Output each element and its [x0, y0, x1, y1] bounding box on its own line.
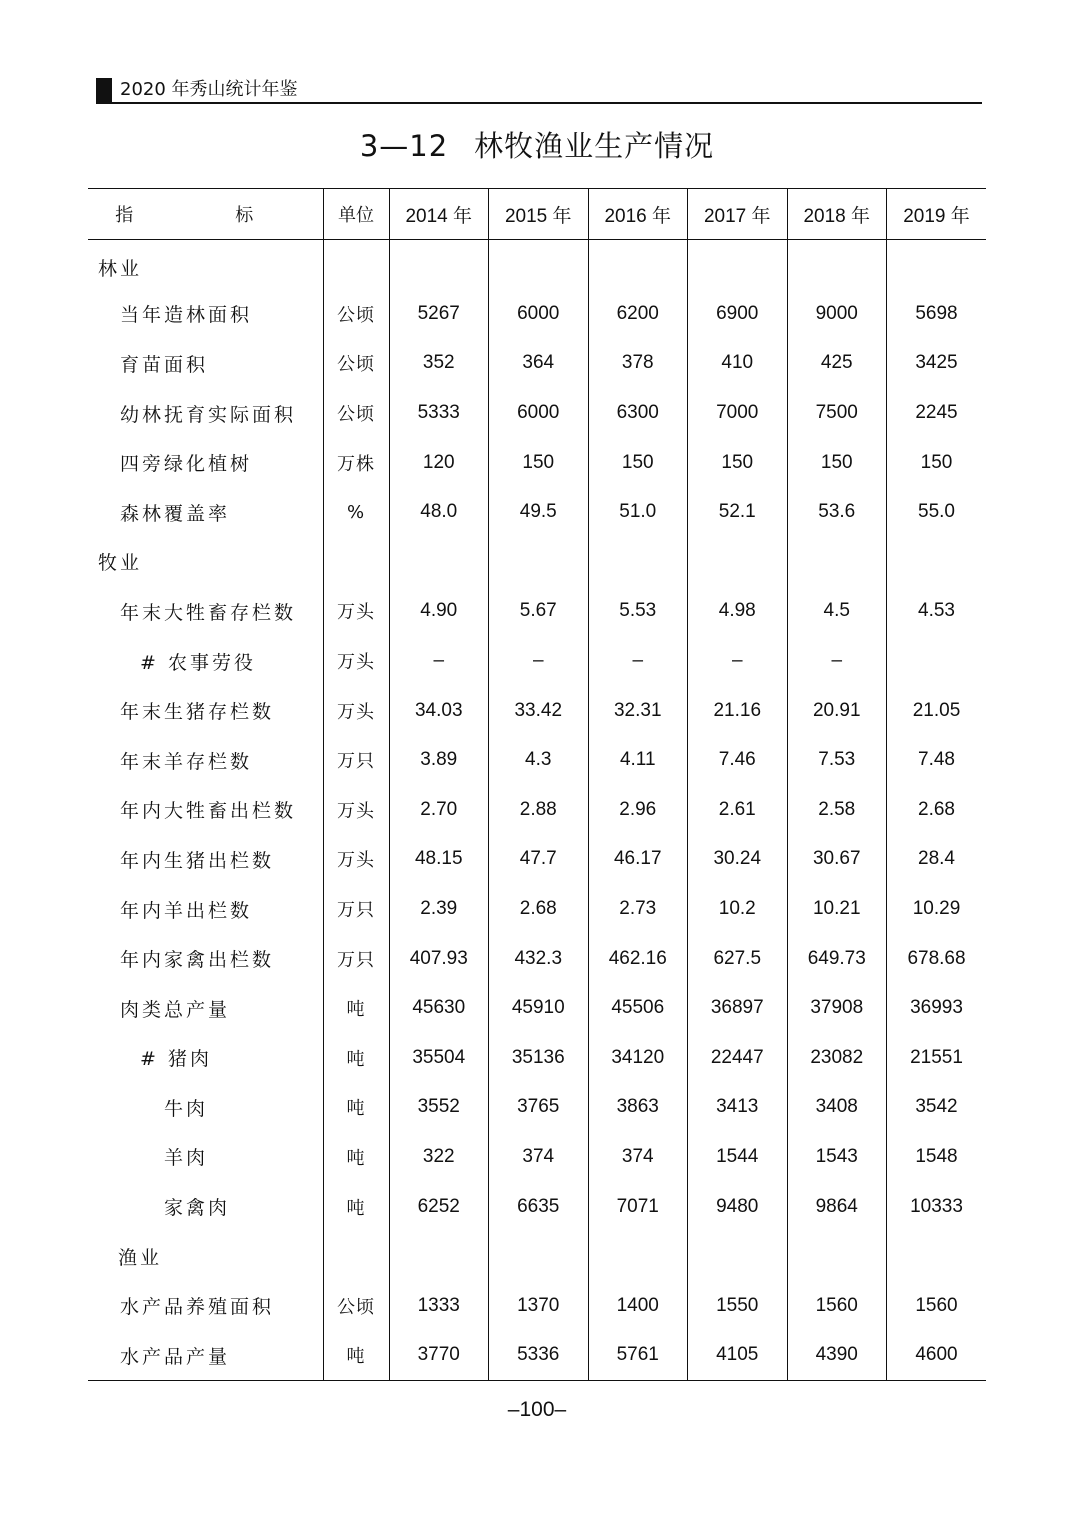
table-title	[0, 126, 1074, 166]
row-name: 林业	[98, 258, 143, 281]
row-name: 牧业	[98, 552, 143, 575]
header-indicator: 指 标	[88, 189, 323, 240]
cell-value: 51.0	[588, 487, 688, 537]
cell-value: 6900	[688, 289, 788, 339]
cell-value: 9000	[787, 289, 887, 339]
cell-value	[787, 240, 887, 290]
cell-value: 1548	[887, 1132, 987, 1182]
cell-value: 374	[588, 1132, 688, 1182]
cell-value: 322	[389, 1132, 489, 1182]
cell-value: 6635	[489, 1182, 589, 1232]
row-name: 年内大牲畜出栏数	[120, 800, 297, 823]
cell-value: 3552	[389, 1083, 489, 1133]
row-name: # 猪肉	[140, 1048, 212, 1071]
header-year: 2017 年	[688, 189, 788, 240]
cell-value: 150	[588, 438, 688, 488]
cell-value: 1370	[489, 1281, 589, 1331]
row-unit	[323, 537, 389, 587]
cell-value: 4.11	[588, 735, 688, 785]
cell-value: 6300	[588, 388, 688, 438]
cell-value: 5333	[389, 388, 489, 438]
cell-value: 5.53	[588, 587, 688, 637]
table-row	[88, 1132, 986, 1182]
cell-value	[588, 537, 688, 587]
table-row	[88, 1083, 986, 1133]
row-unit: 吨	[323, 1182, 389, 1232]
cell-value	[489, 240, 589, 290]
cell-value	[489, 537, 589, 587]
cell-value: 432.3	[489, 934, 589, 984]
statistics-table	[88, 188, 986, 1381]
cell-value	[887, 1231, 987, 1281]
cell-value: 649.73	[787, 934, 887, 984]
row-unit: 吨	[323, 1033, 389, 1083]
cell-value: 4.90	[389, 587, 489, 637]
cell-value: 2.61	[688, 785, 788, 835]
cell-value: 2.68	[489, 884, 589, 934]
yearbook-header-title: 2020 年秀山统计年鉴	[120, 79, 298, 100]
row-unit: 吨	[323, 1083, 389, 1133]
cell-value: 21551	[887, 1033, 987, 1083]
table-row	[88, 1281, 986, 1331]
cell-value: 1550	[688, 1281, 788, 1331]
cell-value: 3765	[489, 1083, 589, 1133]
cell-value: 34120	[588, 1033, 688, 1083]
cell-value: 10333	[887, 1182, 987, 1232]
cell-value: 46.17	[588, 835, 688, 885]
row-name: # 农事劳役	[140, 651, 256, 674]
cell-value: 352	[389, 339, 489, 389]
cell-value: 7.53	[787, 735, 887, 785]
cell-value: 21.05	[887, 686, 987, 736]
cell-value: 5761	[588, 1331, 688, 1381]
cell-value: 52.1	[688, 487, 788, 537]
cell-value: 45910	[489, 983, 589, 1033]
cell-value: 374	[489, 1132, 589, 1182]
table-row	[88, 636, 986, 686]
cell-value: 2.88	[489, 785, 589, 835]
cell-value: 6000	[489, 388, 589, 438]
cell-value: 462.16	[588, 934, 688, 984]
cell-value: 5698	[887, 289, 987, 339]
cell-value: 47.7	[489, 835, 589, 885]
row-unit: 万头	[323, 835, 389, 885]
row-name: 年末羊存栏数	[120, 750, 253, 773]
cell-value: 36993	[887, 983, 987, 1033]
cell-value: 6252	[389, 1182, 489, 1232]
cell-value: 7071	[588, 1182, 688, 1232]
cell-value: 1333	[389, 1281, 489, 1331]
row-unit: %	[323, 487, 389, 537]
table-row	[88, 339, 986, 389]
table-row	[88, 735, 986, 785]
cell-value: 6200	[588, 289, 688, 339]
cell-value	[688, 240, 788, 290]
cell-value	[389, 240, 489, 290]
cell-value: 48.15	[389, 835, 489, 885]
cell-value: 1543	[787, 1132, 887, 1182]
row-unit: 万只	[323, 884, 389, 934]
section-row-forestry	[88, 240, 986, 290]
cell-value	[588, 240, 688, 290]
row-unit: 万株	[323, 438, 389, 488]
cell-value: –	[787, 636, 887, 686]
header-marker-block	[96, 78, 112, 102]
cell-value: 678.68	[887, 934, 987, 984]
row-name: 森林覆盖率	[120, 502, 231, 525]
row-name: 牛肉	[164, 1097, 209, 1120]
cell-value: 7.48	[887, 735, 987, 785]
cell-value: 37908	[787, 983, 887, 1033]
table-row	[88, 388, 986, 438]
cell-value	[688, 537, 788, 587]
cell-value: 378	[588, 339, 688, 389]
cell-value: 410	[688, 339, 788, 389]
cell-value: 5.67	[489, 587, 589, 637]
row-name: 育苗面积	[120, 353, 209, 376]
row-unit: 万头	[323, 636, 389, 686]
cell-value: 36897	[688, 983, 788, 1033]
row-unit	[323, 240, 389, 290]
cell-value: 3770	[389, 1331, 489, 1381]
cell-value: 3542	[887, 1083, 987, 1133]
row-unit	[323, 1231, 389, 1281]
table-row	[88, 487, 986, 537]
cell-value: 4105	[688, 1331, 788, 1381]
cell-value: 150	[787, 438, 887, 488]
cell-value: 45630	[389, 983, 489, 1033]
header-year: 2016 年	[588, 189, 688, 240]
cell-value: 2.70	[389, 785, 489, 835]
header-year: 2014 年	[389, 189, 489, 240]
header-rule	[96, 102, 982, 104]
cell-value: 28.4	[887, 835, 987, 885]
row-name: 年内生猪出栏数	[120, 849, 275, 872]
table-row	[88, 983, 986, 1033]
cell-value	[887, 636, 987, 686]
row-unit: 万只	[323, 735, 389, 785]
cell-value: 407.93	[389, 934, 489, 984]
cell-value: 2.68	[887, 785, 987, 835]
cell-value: 4390	[787, 1331, 887, 1381]
header-year: 2018 年	[787, 189, 887, 240]
cell-value: 2.96	[588, 785, 688, 835]
cell-value: 2.73	[588, 884, 688, 934]
row-unit: 万头	[323, 686, 389, 736]
cell-value: 5267	[389, 289, 489, 339]
row-unit: 吨	[323, 1331, 389, 1381]
cell-value: 4.5	[787, 587, 887, 637]
table-name: 林牧渔业生产情况	[474, 129, 715, 163]
cell-value: 1400	[588, 1281, 688, 1331]
row-name: 年末大牲畜存栏数	[120, 601, 297, 624]
table-row	[88, 587, 986, 637]
cell-value: 7.46	[688, 735, 788, 785]
cell-value	[588, 1231, 688, 1281]
row-name: 年末生猪存栏数	[120, 701, 275, 724]
cell-value: 7000	[688, 388, 788, 438]
cell-value: –	[489, 636, 589, 686]
section-row-fishery	[88, 1231, 986, 1281]
cell-value: 5336	[489, 1331, 589, 1381]
cell-value: 20.91	[787, 686, 887, 736]
row-name: 肉类总产量	[120, 998, 231, 1021]
cell-value: 35136	[489, 1033, 589, 1083]
table-row	[88, 438, 986, 488]
table-row	[88, 934, 986, 984]
cell-value: 33.42	[489, 686, 589, 736]
cell-value: 4.53	[887, 587, 987, 637]
cell-value: 4.98	[688, 587, 788, 637]
row-unit: 吨	[323, 983, 389, 1033]
row-name: 年内家禽出栏数	[120, 949, 275, 972]
cell-value: 2.39	[389, 884, 489, 934]
cell-value	[787, 537, 887, 587]
cell-value: 1560	[887, 1281, 987, 1331]
row-name: 水产品产量	[88, 1331, 323, 1381]
row-name: 年内羊出栏数	[120, 899, 253, 922]
cell-value	[787, 1231, 887, 1281]
page-number: –100–	[507, 1398, 567, 1421]
cell-value: 120	[389, 438, 489, 488]
cell-value: –	[389, 636, 489, 686]
cell-value: 22447	[688, 1033, 788, 1083]
cell-value: 32.31	[588, 686, 688, 736]
table-header-row	[88, 189, 986, 240]
table-row	[88, 785, 986, 835]
cell-value: 4600	[887, 1331, 987, 1381]
cell-value: 4.3	[489, 735, 589, 785]
cell-value: 45506	[588, 983, 688, 1033]
row-name: 当年造林面积	[120, 304, 253, 327]
row-name: 水产品养殖面积	[120, 1296, 275, 1319]
row-unit: 公顷	[323, 388, 389, 438]
cell-value: 21.16	[688, 686, 788, 736]
cell-value	[688, 1231, 788, 1281]
cell-value: 3863	[588, 1083, 688, 1133]
cell-value: 34.03	[389, 686, 489, 736]
table-row	[88, 1033, 986, 1083]
cell-value	[489, 1231, 589, 1281]
cell-value: 3425	[887, 339, 987, 389]
cell-value: 6000	[489, 289, 589, 339]
row-unit: 万头	[323, 785, 389, 835]
cell-value: 9864	[787, 1182, 887, 1232]
row-unit: 万只	[323, 934, 389, 984]
header-year: 2015 年	[489, 189, 589, 240]
cell-value: 3408	[787, 1083, 887, 1133]
row-name: 羊肉	[164, 1147, 209, 1170]
row-name: 渔业	[118, 1246, 163, 1269]
cell-value: 7500	[787, 388, 887, 438]
row-name: 四旁绿化植树	[120, 453, 253, 476]
row-unit: 万头	[323, 587, 389, 637]
cell-value: 1560	[787, 1281, 887, 1331]
cell-value: 48.0	[389, 487, 489, 537]
section-row-livestock	[88, 537, 986, 587]
cell-value	[389, 537, 489, 587]
cell-value: 10.29	[887, 884, 987, 934]
row-unit: 公顷	[323, 289, 389, 339]
cell-value	[887, 537, 987, 587]
cell-value: 3.89	[389, 735, 489, 785]
cell-value: 150	[688, 438, 788, 488]
cell-value	[389, 1231, 489, 1281]
cell-value: –	[688, 636, 788, 686]
cell-value: 1544	[688, 1132, 788, 1182]
cell-value	[887, 240, 987, 290]
table-row	[88, 1331, 986, 1381]
cell-value: 425	[787, 339, 887, 389]
row-name: 家禽肉	[164, 1197, 231, 1220]
cell-value: –	[588, 636, 688, 686]
row-name: 幼林抚育实际面积	[120, 403, 297, 426]
cell-value: 23082	[787, 1033, 887, 1083]
cell-value: 3413	[688, 1083, 788, 1133]
cell-value: 30.24	[688, 835, 788, 885]
cell-value: 364	[489, 339, 589, 389]
table-row	[88, 1182, 986, 1232]
cell-value: 10.2	[688, 884, 788, 934]
cell-value: 2.58	[787, 785, 887, 835]
header-year: 2019 年	[887, 189, 987, 240]
table-row	[88, 686, 986, 736]
row-unit: 吨	[323, 1132, 389, 1182]
row-unit: 公顷	[323, 1281, 389, 1331]
table-row	[88, 835, 986, 885]
table-row	[88, 884, 986, 934]
cell-value: 10.21	[787, 884, 887, 934]
header-unit: 单位	[323, 189, 389, 240]
cell-value: 2245	[887, 388, 987, 438]
cell-value: 150	[489, 438, 589, 488]
cell-value: 53.6	[787, 487, 887, 537]
cell-value: 30.67	[787, 835, 887, 885]
table-row	[88, 289, 986, 339]
cell-value: 627.5	[688, 934, 788, 984]
cell-value: 150	[887, 438, 987, 488]
cell-value: 35504	[389, 1033, 489, 1083]
table-number: 3—12	[359, 129, 449, 163]
row-unit: 公顷	[323, 339, 389, 389]
cell-value: 49.5	[489, 487, 589, 537]
cell-value: 9480	[688, 1182, 788, 1232]
cell-value: 55.0	[887, 487, 987, 537]
